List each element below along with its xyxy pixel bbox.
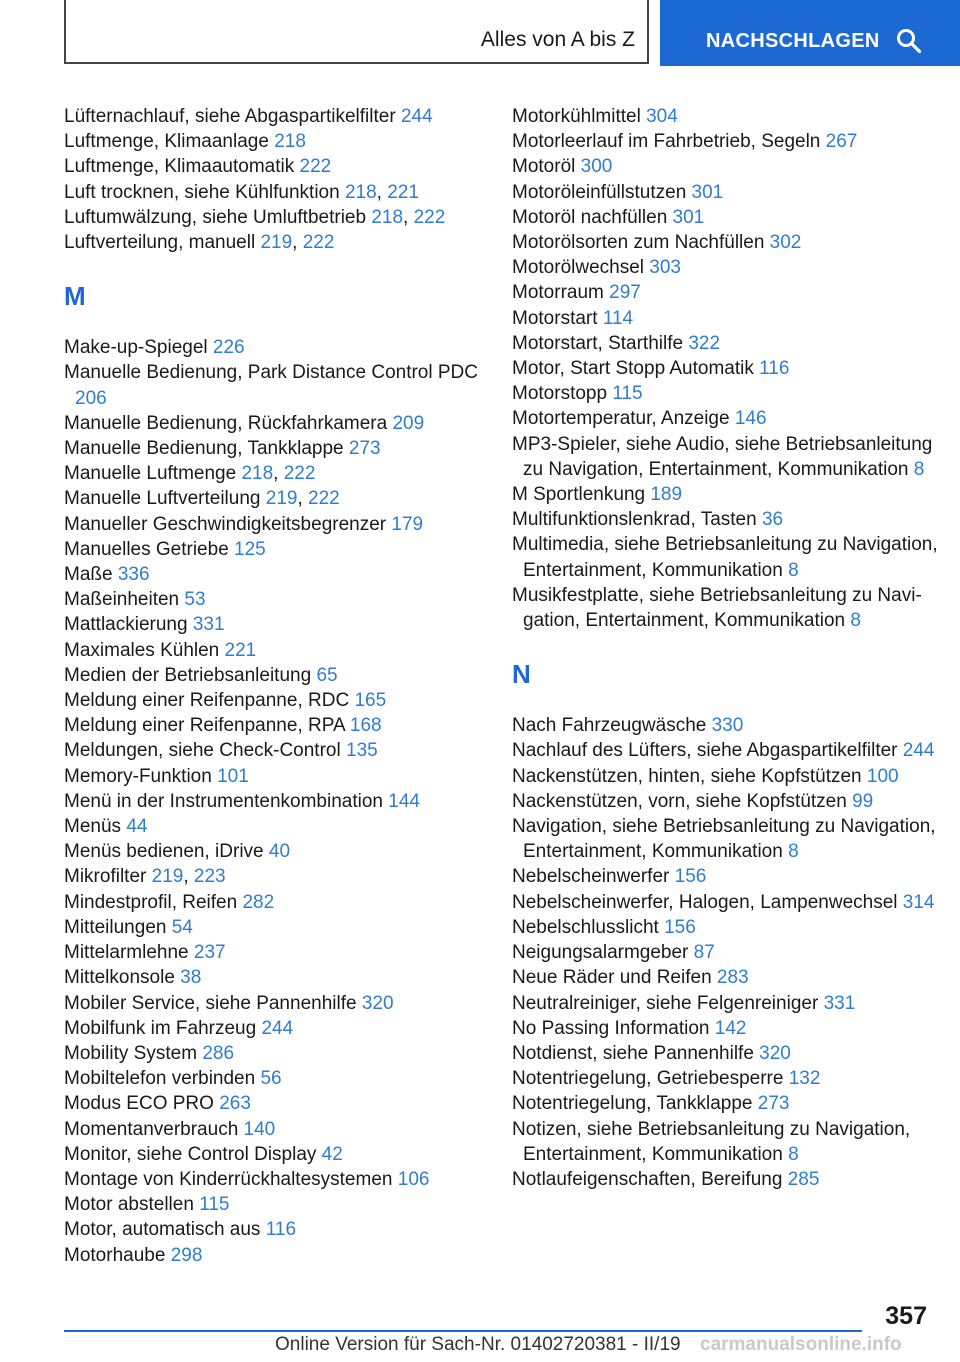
page-link[interactable]: 142 [714,1017,747,1039]
index-entry-text: Manuelles Getriebe [64,538,229,560]
page-link[interactable]: 8 [788,1143,799,1165]
page-link[interactable]: 221 [224,639,257,661]
section-label: Alles von A bis Z [480,28,635,51]
page-link[interactable]: 302 [769,232,802,254]
index-entry-text: Make-up-Spiegel [64,337,208,359]
page-link[interactable]: 125 [234,538,266,560]
index-entry [512,764,942,789]
index-entry [64,1142,494,1167]
index-entry [512,129,942,154]
page-link[interactable]: 87 [693,942,715,964]
page-link[interactable]: 42 [321,1143,343,1165]
page-link[interactable]: 218 [371,206,404,228]
index-entry-text: M Sportlenkung [512,484,646,506]
page-link[interactable]: 135 [346,740,378,762]
index-entry [64,789,494,814]
index-entry [64,335,494,360]
index-entry-text: Mitteilungen [64,916,167,938]
page-link[interactable]: 320 [361,992,394,1014]
index-entry [512,331,942,356]
page-link[interactable]: 36 [761,509,784,531]
index-entry [512,890,942,915]
index-entry-text: Monitor, siehe Control Display [64,1143,317,1165]
index-entry-text: Motorstart [512,307,598,329]
watermark: carmanualsonline.info [700,1334,902,1355]
page-link[interactable]: 267 [825,131,858,153]
index-entry: Luftverteilung, manuell 219, 222 [64,232,335,254]
page-link[interactable]: 303 [649,257,681,279]
page-link[interactable]: 286 [202,1042,235,1064]
index-entry-text: Motor, automatisch aus [64,1219,261,1241]
index-entry [512,965,942,990]
index-entry [512,180,942,205]
index-entry [512,1016,942,1041]
search-icon[interactable] [896,28,922,54]
index-entry: Luft trocknen, siehe Kühlfunktion 218, 221 [64,181,419,203]
index-entry-text: Notizen, siehe Betriebsanleitung zu Navigation, Entertainment, Kommunikation [512,1118,911,1165]
index-entry [512,205,942,230]
index-entry [512,1091,942,1116]
online-version-text: Online Version für Sach-Nr. 01402720381 - II/19 [275,1334,681,1355]
page-link[interactable]: 44 [126,816,148,838]
page-link[interactable]: 222 [302,232,335,254]
index-entry-text: Manuelle Bedienung, Rückfahrkamera [64,412,388,434]
index-entry-text: Manuelle Luftverteilung [64,488,261,510]
index-entry-text: Multimedia, siehe Betriebsanleitung zu Navigation, Entertainment, Kommunikation [512,534,938,581]
index-entry-text: Medien der Betriebsanleitung [64,664,312,686]
page-link[interactable]: 179 [391,513,424,535]
index-entry [64,940,494,965]
index-entry-text: Mattlackierung [64,614,188,636]
page-link[interactable]: 300 [580,156,613,178]
page-link[interactable]: 223 [193,866,226,888]
page-link[interactable]: 156 [674,866,707,888]
page-link[interactable]: 331 [823,992,856,1014]
index-entry [512,814,942,864]
index-entry-text: Manuelle Bedienung, Park Distance Control PDC [64,362,478,384]
index-entry: Manuelle Luftmenge 218, 222 [64,463,316,485]
index-column-left [64,104,494,1268]
index-entry [64,1117,494,1142]
index-entry-text: Motorölsorten zum Nachfüllen [512,232,765,254]
index-entry [512,104,942,129]
index-entry [64,154,494,179]
index-entry [512,356,942,381]
index-entry-text: Luftmenge, Klimaanlage [64,131,269,153]
page-link[interactable]: 115 [199,1194,230,1216]
page-link[interactable]: 206 [75,387,107,409]
index-entry [64,360,494,410]
index-entry [64,612,494,637]
index-entry [64,1041,494,1066]
index-entry [512,915,942,940]
index-entry [512,864,942,889]
index-entry [64,738,494,763]
page-link[interactable]: 140 [243,1118,276,1140]
index-entry-text: Memory-Funktion [64,765,212,787]
page-link[interactable]: 189 [650,484,683,506]
index-entry-text: Nackenstützen, vorn, siehe Kopfstützen [512,790,847,812]
index-entry [64,1167,494,1192]
index-entry-text: Manuelle Bedienung, Tankklappe [64,438,344,460]
index-entry [64,965,494,990]
page-link[interactable]: 222 [308,488,340,510]
page-link[interactable]: 218 [241,463,274,485]
index-entry-text: Mobilfunk im Fahrzeug [64,1017,257,1039]
page-link[interactable]: 219 [260,232,293,254]
page-number: 357 [885,1302,927,1330]
index-entry [512,482,942,507]
page-link[interactable]: 99 [852,790,874,812]
page-link[interactable]: 53 [184,589,206,611]
index-entry [512,532,942,582]
page-link[interactable]: 222 [283,463,316,485]
index-entry [512,940,942,965]
index-entry [64,1243,494,1268]
page-link[interactable]: 156 [664,916,696,938]
index-entry-text: Modus ECO PRO [64,1093,214,1115]
index-entry [64,638,494,663]
index-entry-text: Mobiltelefon verbinden [64,1068,256,1090]
index-entry-text: Nach Fahrzeugwäsche [512,715,707,737]
index-entry [512,738,942,763]
page-link[interactable]: 101 [217,765,249,787]
index-entry-text: Mittelkonsole [64,967,175,989]
page-link[interactable]: 330 [711,715,744,737]
index-entry [64,436,494,461]
index-entry-text: Manueller Geschwindigkeitsbegrenzer [64,513,387,535]
page-link[interactable]: 146 [734,408,767,430]
page-link[interactable]: 237 [193,942,226,964]
page-link[interactable]: 218 [344,181,377,203]
index-entry-text: Neigungsalarmgeber [512,942,689,964]
index-entry-text: Maße [64,564,113,586]
index-entry-text: Nebelschlusslicht [512,916,659,938]
page-link[interactable]: 273 [757,1093,790,1115]
page-link[interactable]: 304 [646,106,678,127]
index-entry [512,789,942,814]
index-entry [512,280,942,305]
page-link[interactable]: 8 [788,559,799,581]
page-link[interactable]: 244 [261,1017,294,1039]
index-entry-text: Meldungen, siehe Check-Control [64,740,341,762]
index-entry-text: Motor, Start Stopp Automatik [512,358,754,380]
index-entry-text: Multifunktionslenkrad, Tasten [512,509,757,531]
index-entry [64,839,494,864]
index-entry-text: Motorraum [512,282,604,304]
index-entry-text: Mindestprofil, Reifen [64,891,238,913]
page-link[interactable]: 116 [265,1219,297,1241]
index-entry [64,104,494,129]
index-entry-text: Motoröl nachfüllen [512,206,668,228]
index-entry-text: Motoröleinfüllstutzen [512,181,687,203]
index-entry-text: No Passing Information [512,1017,710,1039]
index-entry-text: Musikfestplatte, siehe Betriebsanleitung zu Navigation, Entertainment, Kommunikation [512,584,922,632]
index-entry-text: Neue Räder und Reifen [512,967,712,989]
index-entry [512,1167,942,1192]
index-entry-text: Motorhaube [64,1244,166,1266]
index-entry: Manuelle Luftverteilung 219, 222 [64,488,340,510]
page-link[interactable]: 283 [716,967,749,989]
index-entry [512,583,942,633]
index-entry-text: Nebelscheinwerfer [512,866,670,888]
index-entry [64,512,494,537]
page-link[interactable]: 115 [612,383,643,405]
page-link[interactable]: 132 [788,1068,821,1090]
nav-label: NACHSCHLAGEN [706,30,880,52]
index-entry [512,432,942,482]
index-entry [64,890,494,915]
page-link[interactable]: 100 [866,765,899,787]
index-entry-text: Maximales Kühlen [64,639,220,661]
index-entry-text: Mikrofilter [64,866,147,888]
index-entry-text: Motorleerlauf im Fahrbetrieb, Segeln [512,131,821,153]
index-entry-text: Mobility System [64,1042,198,1064]
page-link[interactable]: 106 [397,1168,430,1190]
index-entry-text: Nachlauf des Lüfters, siehe Abgaspartikelfilter [512,740,898,762]
index-entry [512,406,942,431]
index-entry [512,306,942,331]
index-entry-text: Notentriegelung, Tankklappe [512,1093,753,1115]
index-entry-text: Mobiler Service, siehe Pannenhilfe [64,992,357,1014]
header-section-box [64,0,649,64]
index-entry-text: Manuelle Luftmenge [64,463,237,485]
index-entry-text: Notlaufeigenschaften, Bereifung [512,1168,783,1190]
page-link[interactable]: 314 [902,891,935,913]
letter-spacer [64,311,494,335]
index-entry [64,1091,494,1116]
index-entry-text: Meldung einer Reifenpanne, RPA [64,715,345,737]
index-entry-text: Mittelarmlehne [64,942,189,964]
index-entry [64,587,494,612]
page-link[interactable]: 219 [151,866,184,888]
nav-tab-nachschlagen[interactable] [660,0,960,66]
page-link[interactable]: 273 [348,438,381,460]
index-entry [64,1016,494,1041]
page-link[interactable]: 219 [265,488,298,510]
index-entry [64,915,494,940]
index-entry [64,663,494,688]
page-link[interactable]: 320 [759,1042,791,1064]
index-entry-text: Maßeinheiten [64,589,180,611]
index-letter-heading: N [512,659,531,690]
index-entry [512,507,942,532]
page-link[interactable]: 221 [387,181,419,203]
index-entry-text: Nebelscheinwerfer, Halogen, Lampenwechsel [512,891,898,913]
index-entry-text: Nackenstützen, hinten, siehe Kopfstützen [512,765,862,787]
page-link[interactable]: 301 [691,181,724,203]
page-link[interactable]: 168 [349,715,382,737]
index-entry-text: Lüfternachlauf, siehe Abgaspartikelfilter [64,106,396,127]
index-entry-text: Motortemperatur, Anzeige [512,408,730,430]
index-entry-text: Motorkühlmittel [512,106,641,127]
index-entry-text: Luftmenge, Klimaautomatik [64,156,295,178]
index-entry-text: Notdienst, siehe Pannenhilfe [512,1042,754,1064]
index-entry [64,1066,494,1091]
index-entry: Mikrofilter 219, 223 [64,866,226,888]
index-entry-text: Luftumwälzung, siehe Umluftbetrieb [64,206,367,228]
page-link[interactable]: 144 [388,790,420,812]
letter-spacer [512,689,942,713]
index-entry [64,688,494,713]
index-entry-text: Menüs [64,816,122,838]
index-entry [512,381,942,406]
footer-rule [64,1330,862,1332]
page-link[interactable]: 263 [219,1093,251,1115]
page-link[interactable]: 38 [180,967,202,989]
page-link[interactable]: 114 [602,307,634,329]
page-link[interactable]: 244 [902,740,935,762]
index-entry [512,713,942,738]
page-link[interactable]: 54 [171,916,193,938]
index-entry [512,1066,942,1091]
index-entry-text: Menü in der Instrumentenkombination [64,790,383,812]
index-entry [64,129,494,154]
index-entry-text: Navigation, siehe Betriebsanleitung zu Navigation, Entertainment, Kommunikation [512,816,936,863]
index-entry [64,1192,494,1217]
index-entry [512,991,942,1016]
index-entry: Luftumwälzung, siehe Umluftbetrieb 218, 222 [64,206,446,228]
index-entry-text: MP3-Spieler, siehe Audio, siehe Betriebsanleitung zu Navigation, Entertainment, Kommunikation [512,433,933,480]
index-entry [64,537,494,562]
index-entry-text: Motorölwechsel [512,257,644,279]
index-entry-text: Motor abstellen [64,1194,194,1216]
index-entry-text: Motoröl [512,156,576,178]
page-link[interactable]: 40 [268,841,291,863]
index-entry-text: Menüs bedienen, iDrive [64,841,264,863]
index-entry [512,230,942,255]
index-entry-text: Luft trocknen, siehe Kühlfunktion [64,181,340,203]
index-entry [64,713,494,738]
index-entry [64,1217,494,1242]
page-link[interactable]: 282 [242,891,275,913]
index-entry-text: Notentriegelung, Getriebesperre [512,1068,784,1090]
index-entry [512,255,942,280]
index-entry [64,991,494,1016]
index-entry-text: Neutralreiniger, siehe Felgenreiniger [512,992,819,1014]
index-entry-text: Montage von Kinderrückhaltesystemen [64,1168,393,1190]
page-link[interactable]: 65 [316,664,338,686]
page-link[interactable]: 116 [759,358,790,380]
index-entry [512,1041,942,1066]
index-entry [64,562,494,587]
index-entry [512,154,942,179]
index-entry-text: Motorstopp [512,383,608,405]
index-entry-text: Meldung einer Reifenpanne, RDC [64,690,350,712]
page-link[interactable]: 336 [117,564,150,586]
index-entry [512,1117,942,1167]
index-entry [64,814,494,839]
page-link[interactable]: 165 [354,690,387,712]
index-letter-heading: M [64,281,86,312]
page-link[interactable]: 56 [260,1068,282,1090]
page-link[interactable]: 285 [787,1168,820,1190]
index-entry-text: Momentanverbrauch [64,1118,239,1140]
page-link[interactable]: 298 [170,1244,203,1266]
index-column-right [512,104,942,1192]
page-link[interactable]: 8 [850,610,861,632]
page-link[interactable]: 8 [913,458,925,480]
page-link[interactable]: 222 [413,206,446,228]
page-link[interactable]: 8 [788,841,799,863]
index-entry [64,764,494,789]
page-link[interactable]: 209 [392,412,425,434]
page-link[interactable]: 222 [299,156,332,178]
page-link[interactable]: 322 [688,332,721,354]
index-entry-text: Luftverteilung, manuell [64,232,256,254]
page-link[interactable]: 297 [609,282,641,304]
page-link[interactable]: 244 [400,106,433,127]
index-entry-text: Motorstart, Starthilfe [512,332,684,354]
page-link[interactable]: 301 [672,206,705,228]
page-link[interactable]: 331 [192,614,225,636]
index-entry [64,411,494,436]
page-link[interactable]: 226 [212,337,245,359]
page-link[interactable]: 218 [274,131,306,153]
